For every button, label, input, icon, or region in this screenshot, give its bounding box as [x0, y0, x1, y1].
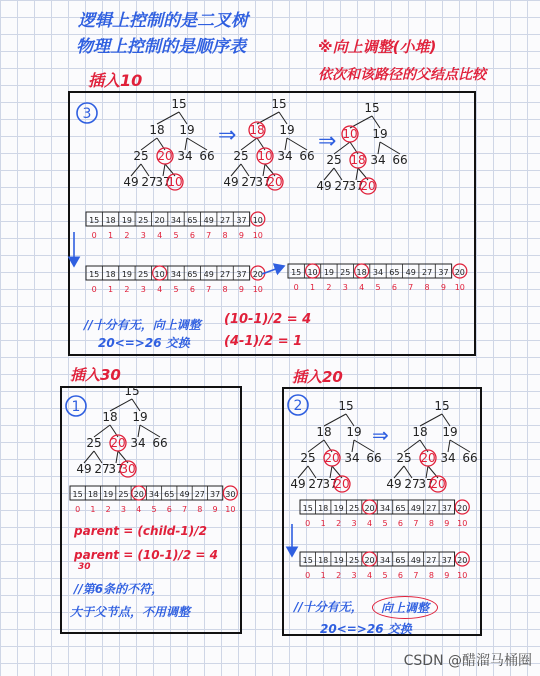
tree-node: 19 [372, 127, 388, 141]
tree-node: 49 [223, 175, 239, 189]
tree-t2b [386, 399, 477, 492]
array-cell: 65 [164, 490, 175, 499]
array-cell: 34 [148, 490, 160, 499]
array-index: 8 [222, 231, 228, 240]
array-cell: 18 [318, 504, 329, 513]
tree-node: 15 [171, 97, 187, 111]
tree-node: 20 [157, 149, 173, 163]
tree-node: 18 [249, 123, 265, 137]
array-cell: 20 [364, 556, 375, 565]
array-cell: 65 [395, 504, 406, 513]
array-cell: 20 [133, 490, 144, 499]
array-index: 1 [320, 519, 326, 528]
array-index: 10 [457, 571, 468, 580]
array-cell: 18 [105, 270, 116, 279]
title-insert-30: 插入30 [70, 366, 121, 384]
array-index: 5 [382, 519, 388, 528]
insert20-note1-circled: 向上调整 [372, 596, 438, 619]
arrow-tree-1: ⇒ [218, 123, 237, 148]
tree-node: 15 [364, 101, 380, 115]
array-cell: 49 [405, 268, 416, 277]
array-cell: 34 [379, 504, 391, 513]
array-cell: 18 [87, 490, 99, 499]
insert30-note1: //第6条的不符， [74, 582, 164, 596]
tree-node: 10 [167, 175, 183, 189]
array-index: 1 [107, 231, 114, 240]
tree-node: 66 [392, 153, 408, 167]
tree-node: 15 [338, 399, 354, 413]
array-cell: 15 [302, 504, 313, 513]
tree-node: 27 [404, 477, 420, 491]
tree-node: 34 [440, 451, 456, 465]
array-cell: 49 [203, 270, 214, 279]
array-cell: 19 [323, 268, 335, 277]
tree-node: 19 [279, 123, 295, 137]
array-index: 7 [206, 285, 212, 294]
array-index: 0 [91, 285, 97, 294]
array-index: 3 [342, 283, 348, 292]
array-index: 3 [351, 519, 357, 528]
tree-node: 66 [366, 451, 382, 465]
array-index: 9 [444, 571, 450, 580]
array-index: 7 [413, 571, 419, 580]
array-index: 6 [397, 519, 404, 528]
array-cell: 20 [154, 216, 165, 225]
tree-node: 10 [342, 127, 358, 141]
tree-node: 18 [102, 410, 118, 424]
note-logical: 逻辑上控制的是二叉树 [78, 11, 248, 31]
array-cell: 25 [348, 556, 360, 565]
tree-node: 25 [300, 451, 316, 465]
note-upward-adjust: ※向上调整(小堆) [318, 38, 437, 56]
array-index: 0 [91, 231, 97, 240]
array-cell: 25 [348, 504, 360, 513]
tree-node: 20 [267, 175, 283, 189]
tree-node: 27 [308, 477, 324, 491]
array-cell: 37 [441, 556, 452, 565]
tree-node: 27 [241, 175, 257, 189]
array-cell: 37 [236, 216, 247, 225]
array-index: 7 [408, 283, 414, 292]
array-index: 4 [366, 571, 373, 580]
array-cell: 37 [438, 268, 449, 277]
array-cell: 18 [356, 268, 367, 277]
array-cell: 34 [372, 268, 384, 277]
array-index: 1 [90, 505, 96, 514]
array-index: 2 [105, 505, 111, 514]
tree-node: 37 [255, 175, 271, 189]
note-compare: 依次和该路径的父结点比较 [318, 67, 486, 83]
array-index: 10 [252, 285, 263, 294]
tree-t1 [76, 384, 167, 477]
array-index: 10 [457, 519, 468, 528]
tree-node: 49 [386, 477, 402, 491]
array-cell: 65 [187, 270, 198, 279]
tree-node: 66 [299, 149, 315, 163]
array-cell: 10 [154, 270, 165, 279]
array-cell: 25 [118, 490, 129, 499]
insert20-note2: 20<=>26 交换 [320, 622, 412, 636]
array-insert30 [70, 486, 237, 514]
array-index: 9 [238, 285, 245, 294]
tree-node: 27 [94, 462, 110, 476]
array-insert20-a [300, 500, 469, 528]
array-cell: 15 [89, 270, 100, 279]
tree-node: 25 [396, 451, 412, 465]
array-index: 6 [166, 505, 172, 514]
tree-node: 25 [326, 153, 342, 167]
watermark: CSDN @醋溜马桶圈 [403, 653, 532, 669]
insert20-note1: //十分有无， [294, 600, 363, 614]
tree-node: 27 [334, 179, 350, 193]
tree-node: 19 [346, 425, 362, 439]
array-cell: 15 [291, 268, 302, 277]
tree-node: 37 [418, 477, 434, 491]
array-cell: 27 [219, 216, 231, 225]
array-cell: 25 [138, 270, 149, 279]
array-index: 2 [124, 285, 130, 294]
tree-node: 49 [290, 477, 306, 491]
tree-t3a [123, 97, 214, 190]
note-physical: 物理上控制的是顺序表 [76, 37, 246, 57]
array-cell: 20 [457, 556, 468, 565]
array-cell: 20 [454, 268, 465, 277]
array-index: 8 [424, 283, 430, 292]
tree-node: 18 [412, 425, 428, 439]
array-index: 3 [120, 505, 127, 514]
tree-node: 19 [442, 425, 458, 439]
step-label-2: 2 [293, 398, 303, 414]
array-cell: 15 [72, 490, 83, 499]
array-index: 4 [359, 283, 365, 292]
tree-node: 20 [324, 451, 340, 465]
array-cell: 37 [209, 490, 221, 499]
array-index: 7 [206, 231, 212, 240]
array-cell: 27 [219, 270, 231, 279]
array-cell: 19 [333, 556, 344, 565]
array-cell: 27 [426, 504, 437, 513]
tree-node: 25 [133, 149, 149, 163]
title-insert-20: 插入20 [292, 368, 343, 386]
array-insert10-b [86, 266, 265, 294]
array-index: 9 [440, 283, 447, 292]
array-index: 0 [305, 519, 311, 528]
tree-node: 37 [155, 175, 171, 189]
array-index: 1 [107, 285, 114, 294]
tree-t3b [223, 97, 314, 190]
tree-node: 66 [199, 149, 215, 163]
array-index: 2 [326, 283, 332, 292]
array-cell: 19 [121, 270, 133, 279]
array-index: 3 [140, 285, 146, 294]
array-cell: 49 [179, 490, 190, 499]
array-index: 6 [397, 571, 404, 580]
array-index: 2 [336, 519, 342, 528]
array-index: 5 [173, 231, 179, 240]
tree-node: 20 [110, 436, 126, 450]
tree-node: 34 [177, 149, 193, 163]
tree-node: 49 [123, 175, 139, 189]
array-index: 10 [252, 231, 263, 240]
array-index: 4 [366, 519, 373, 528]
array-index: 3 [351, 571, 357, 580]
array-cell: 65 [395, 556, 406, 565]
tree-node: 66 [462, 451, 478, 465]
array-index: 9 [212, 505, 218, 514]
array-cell: 49 [410, 504, 422, 513]
tree-node: 34 [277, 149, 293, 163]
array-cell: 34 [170, 216, 182, 225]
array-cell: 25 [340, 268, 351, 277]
array-index: 4 [136, 505, 142, 514]
array-index: 5 [173, 285, 179, 294]
array-index: 0 [305, 571, 311, 580]
tree-node: 34 [344, 451, 360, 465]
tree-node: 20 [420, 451, 436, 465]
array-cell: 19 [333, 504, 344, 513]
tree-node: 19 [179, 123, 195, 137]
tree-node: 34 [370, 153, 386, 167]
tree-node: 18 [350, 153, 366, 167]
array-index: 10 [225, 505, 236, 514]
tree-node: 18 [149, 123, 165, 137]
array-index: 3 [140, 231, 146, 240]
insert10-calc2: (4-1)/2 = 1 [224, 334, 303, 349]
array-cell: 34 [170, 270, 182, 279]
tree-node: 49 [316, 179, 332, 193]
array-index: 8 [428, 571, 434, 580]
array-index: 1 [309, 283, 316, 292]
tree-node: 34 [130, 436, 146, 450]
array-index: 8 [428, 519, 434, 528]
insert30-formula1: parent = (child-1)/2 [74, 524, 207, 538]
array-cell: 20 [252, 270, 263, 279]
array-index: 7 [413, 519, 419, 528]
array-cell: 19 [121, 216, 133, 225]
tree-node: 30 [120, 462, 136, 476]
tree-node: 20 [360, 179, 376, 193]
tree-node: 25 [233, 149, 249, 163]
tree-node: 49 [76, 462, 92, 476]
array-cell: 15 [89, 216, 100, 225]
array-cell: 20 [457, 504, 468, 513]
array-index: 6 [189, 285, 195, 294]
array-insert10-a [86, 212, 265, 240]
tree-node: 37 [322, 477, 338, 491]
insert10-note2: 20<=>26 交换 [98, 336, 190, 350]
array-index: 2 [336, 571, 342, 580]
array-cell: 37 [236, 270, 247, 279]
arrow-tree-3: ⇒ [372, 423, 389, 447]
array-cell: 34 [379, 556, 391, 565]
array-cell: 65 [187, 216, 198, 225]
tree-node: 18 [316, 425, 332, 439]
array-index: 10 [454, 283, 465, 292]
tree-node: 15 [271, 97, 287, 111]
array-cell: 27 [194, 490, 205, 499]
step-label-3: 3 [82, 106, 92, 122]
array-index: 8 [222, 285, 228, 294]
array-cell: 49 [203, 216, 214, 225]
insert10-calc1: (10-1)/2 = 4 [224, 312, 312, 327]
insert30-formula2: parent = (10-1)/2 = 4 [74, 548, 218, 562]
tree-node: 27 [141, 175, 157, 189]
array-cell: 10 [252, 216, 263, 225]
tree-node: 15 [124, 384, 140, 398]
tree-node: 37 [108, 462, 124, 476]
tree-node: 15 [434, 399, 450, 413]
step-label-1: 1 [71, 399, 81, 415]
arrow-tree-2: ⇒ [318, 129, 337, 154]
array-cell: 49 [410, 556, 422, 565]
array-index: 5 [151, 505, 157, 514]
array-cell: 20 [364, 504, 375, 513]
array-cell: 10 [307, 268, 318, 277]
array-index: 6 [189, 231, 195, 240]
insert30-note2: 大于父节点，不用调整 [70, 605, 191, 619]
array-index: 0 [75, 505, 81, 514]
array-index: 7 [181, 505, 188, 514]
array-cell: 27 [421, 268, 433, 277]
array-cell: 19 [103, 490, 114, 499]
insert10-note1: //十分有无，向上调整 [84, 318, 201, 332]
array-index: 6 [391, 283, 397, 292]
array-index: 8 [197, 505, 203, 514]
tree-node: 66 [152, 436, 168, 450]
array-index: 4 [157, 231, 163, 240]
array-index: 1 [320, 571, 326, 580]
array-index: 5 [375, 283, 381, 292]
tree-node: 37 [348, 179, 364, 193]
array-cell: 18 [318, 556, 329, 565]
tree-node: 25 [86, 436, 102, 450]
array-cell: 65 [389, 268, 400, 277]
right-arrow-1 [262, 266, 284, 274]
array-insert10-c [288, 264, 467, 292]
array-cell: 18 [105, 216, 116, 225]
tree-node: 19 [132, 410, 148, 424]
array-cell: 25 [138, 216, 149, 225]
tree-node: 20 [430, 477, 446, 491]
array-index: 2 [124, 231, 130, 240]
array-index: 5 [382, 571, 388, 580]
tree-node: 20 [334, 477, 350, 491]
array-cell: 30 [225, 490, 236, 499]
tree-node: 10 [257, 149, 273, 163]
array-index: 0 [293, 283, 299, 292]
array-cell: 27 [426, 556, 437, 565]
array-index: 9 [444, 519, 450, 528]
title-insert-10: 插入10 [88, 71, 143, 90]
insert30-formula2-sub: 30 [78, 562, 91, 572]
array-index: 4 [157, 285, 163, 294]
array-cell: 15 [302, 556, 313, 565]
array-index: 9 [238, 231, 245, 240]
array-insert20-b [300, 552, 469, 580]
array-cell: 37 [441, 504, 452, 513]
